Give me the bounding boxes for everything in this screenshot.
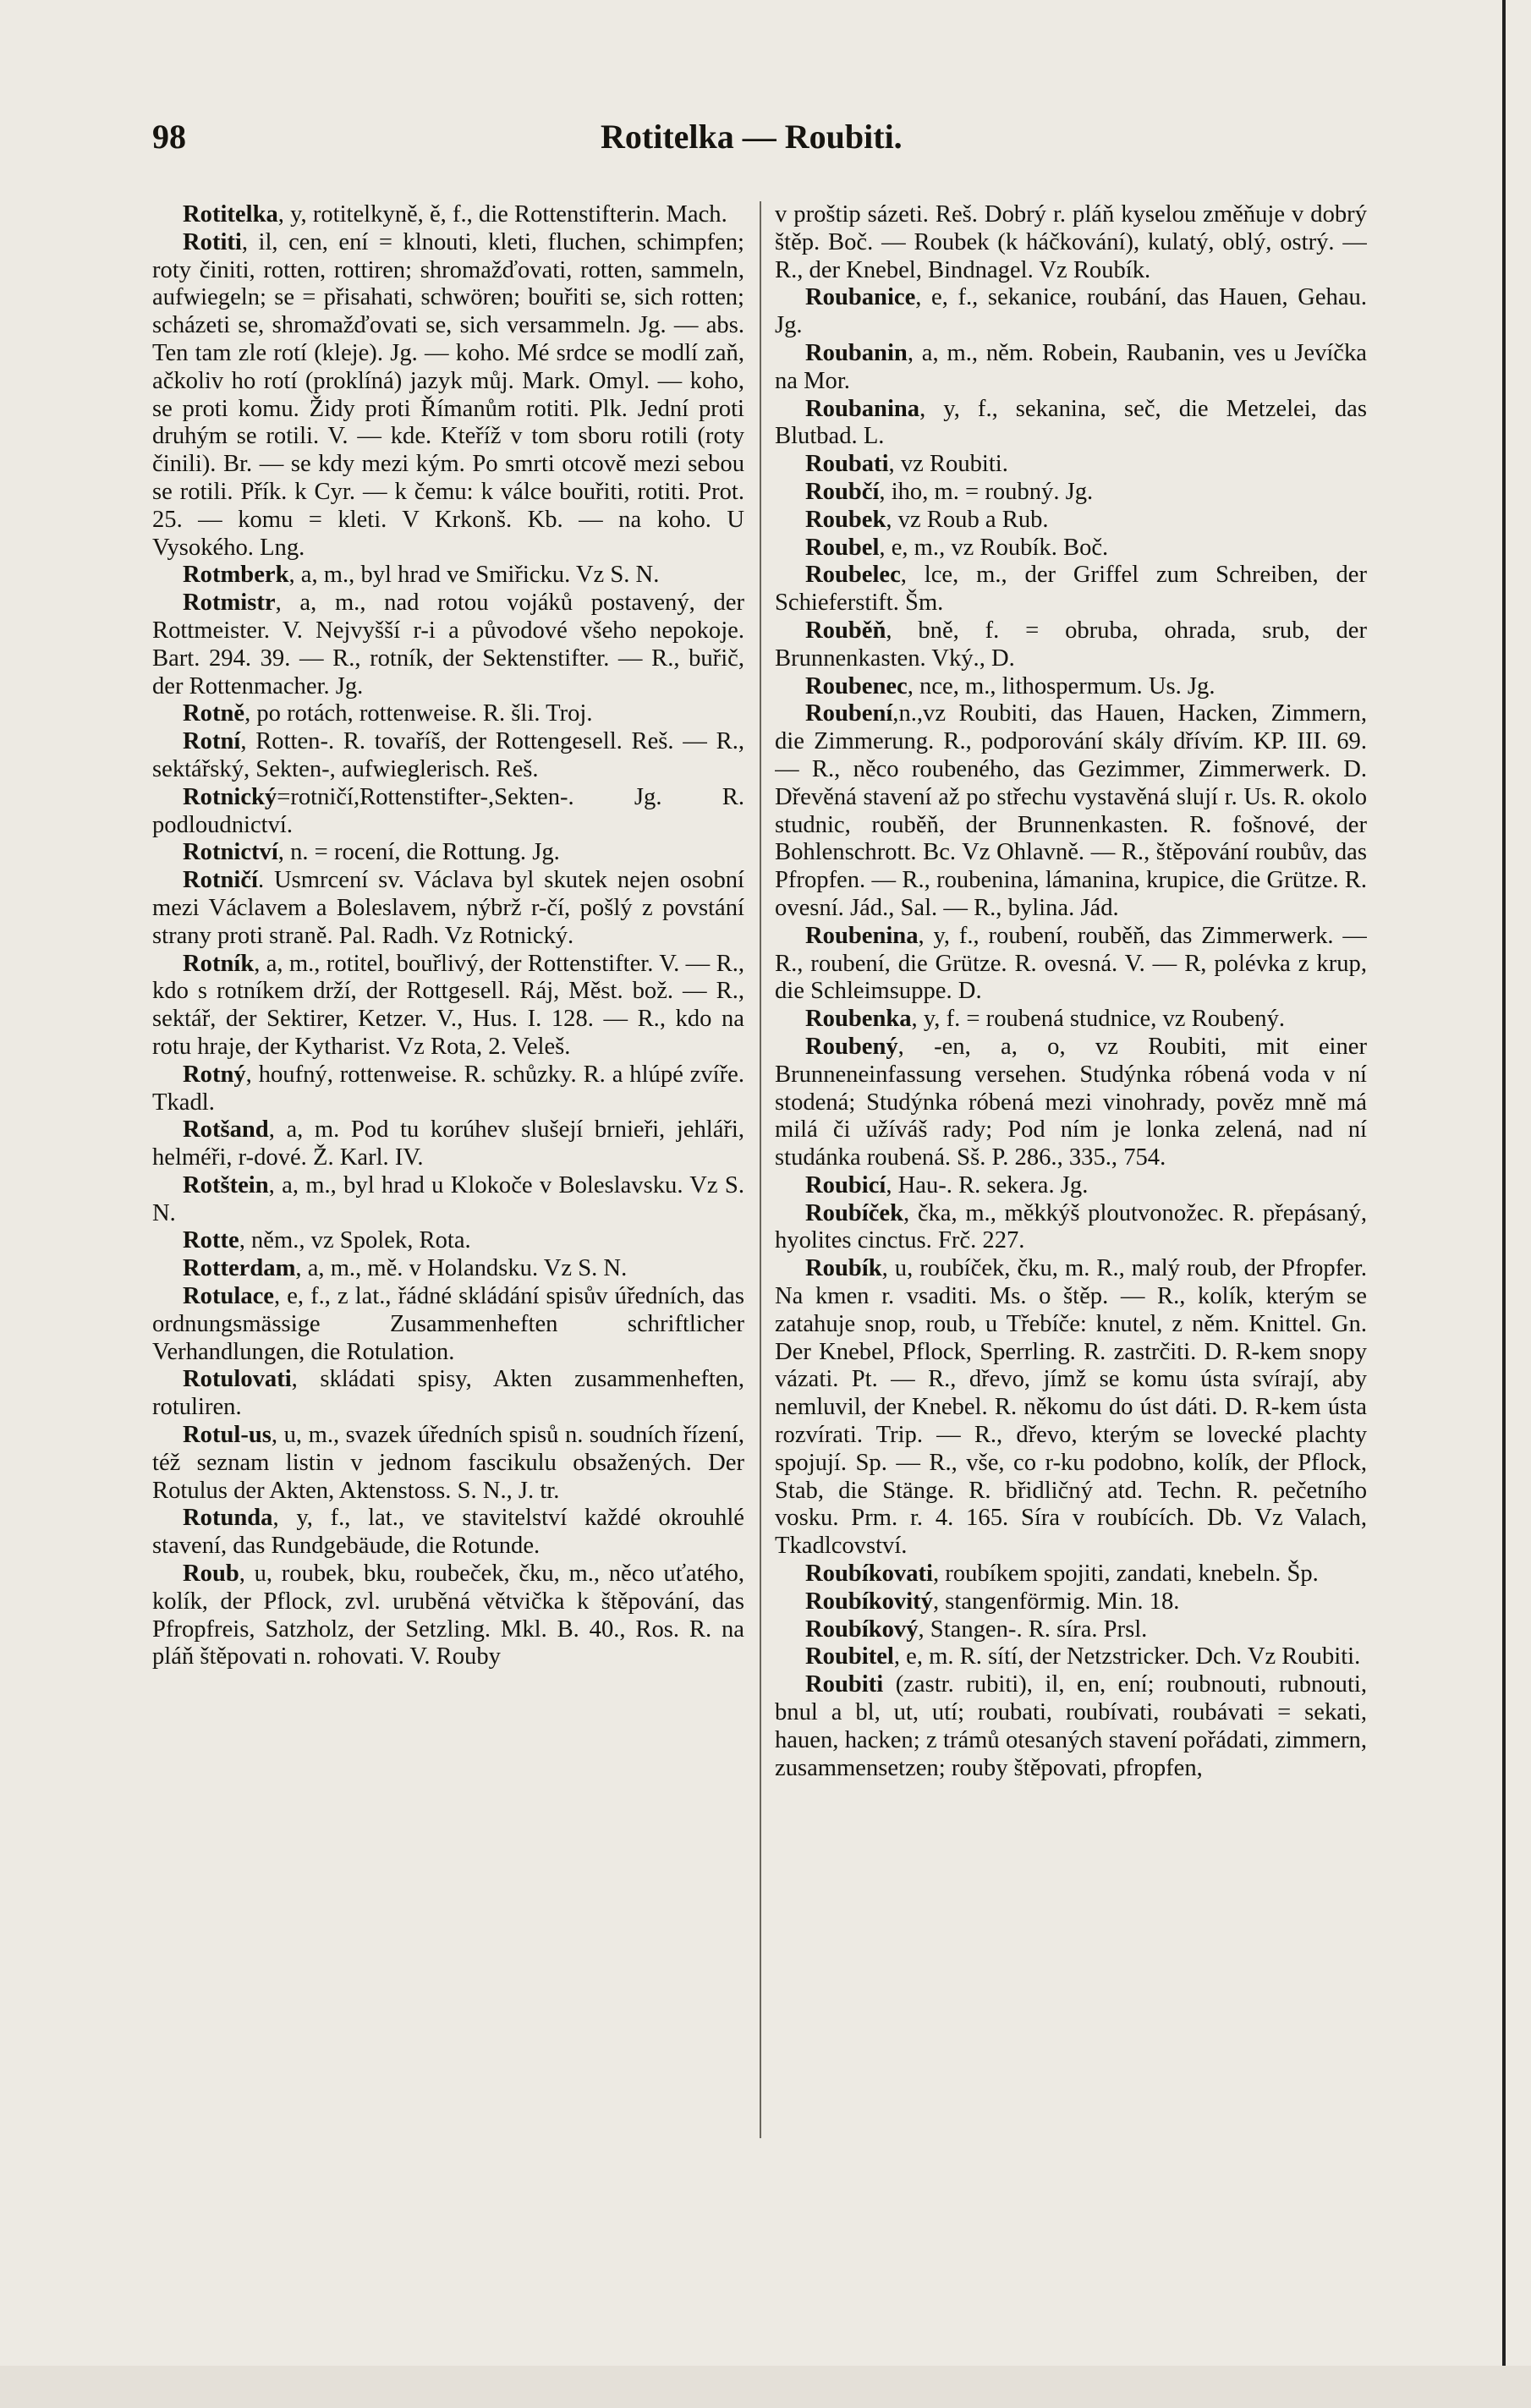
entry-headword: Rotulovati bbox=[183, 1366, 292, 1393]
entry-text: , a, m., byl hrad ve Smiřicku. Vz S. N. bbox=[288, 562, 660, 589]
entry-text: , u, roubek, bku, roubeček, čku, m., něco uťatého, kolík, der Pflock, zvl. uruběná větvička k štěpování, das Pfropfreis, Satzholz, der Setzling. Mkl. B. 40., Ros. R. na pláň štěpovati n. rohovati. V. Rouby bbox=[152, 1561, 744, 1670]
entry-headword: Roubanice bbox=[805, 284, 916, 311]
dictionary-entry bbox=[775, 1588, 1367, 1616]
entry-text: , u, roubíček, čku, m. R., malý roub, der Pfropfer. Na kmen r. vsaditi. Ms. o štěp. — R., kolík, kterým se zatahuje snop, roub, u Třebíče: knutel, z něm. Knittel. Gn. Der Knebel, Pflock, Sperrling. R. zastrčiti. D. R-kem snopy vázati. Pt. — R., dřevo, jímž se komu ústa svírají, aby nemluvil, der Knebel. R. někomu do úst dáti. D. R-kem ústa rozvírati. Trip. — R., dřevo, kterým se lovecké plachty spojují. Sp. — R., vše, co r-ku podobno, kolík, der Pflock, Stab, die Stänge. R. břidličný atd. Techn. R. pečetního vosku. Prm. r. 4. 165. Síra v roubících. Db. Vz Valach, Tkadlcovství. bbox=[775, 1255, 1367, 1560]
entry-headword: Rotitelka bbox=[183, 201, 278, 228]
entry-text: , y, f., lat., ve stavitelství každé okrouhlé stavení, das Rundgebäude, die Rotunde. bbox=[152, 1505, 744, 1560]
entry-headword: Rotmberk bbox=[183, 562, 289, 589]
dictionary-entry bbox=[152, 784, 744, 840]
entry-text: , y, f. = roubená studnice, vz Roubený. bbox=[911, 1006, 1286, 1033]
entry-headword: Rotný bbox=[183, 1061, 246, 1088]
dictionary-entry bbox=[152, 1561, 744, 1671]
entry-text: , a, m., mě. v Holandsku. Vz S. N. bbox=[295, 1255, 628, 1282]
entry-headword: Roubíkový bbox=[805, 1615, 919, 1643]
entry-headword: Rotul-us bbox=[183, 1422, 272, 1449]
dictionary-entry bbox=[152, 867, 744, 950]
dictionary-entry bbox=[152, 1061, 744, 1117]
entry-headword: Rotničí bbox=[183, 867, 258, 894]
entry-headword: Rotně bbox=[183, 700, 245, 727]
entry-headword: Roubíkovitý bbox=[805, 1588, 933, 1615]
entry-text: , il, cen, ení = klnouti, kleti, fluchen, schimpfen; roty činiti, rotten, rottiren; shromažďovati, rotten, sammeln, aufwiegeln; se = přisahati, schwören; bouřiti se, sich rotten; scházeti se, shromažďovati se, sich versammeln. Jg. — abs. Ten tam zle rotí (kleje). Jg. — koho. Mé srdce se modlí zaň, ačkoliv ho rotí (proklíná) jazyk můj. Mark. Omyl. — koho, se proti komu. Židy proti Římanům rotiti. Plk. Jední proti druhým se rotili. V. — kde. Kteříž v tom sboru rotili (roty činili). Br. — se kdy mezi kým. Po smrti otcově mezi sebou se rotili. Přík. k Cyr. — k čemu: k válce bouřiti, rotiti. Prot. 25. — komu = kleti. V Krkonš. Kb. — na koho. U Vysokého. Lng. bbox=[152, 228, 744, 561]
entry-text: , y, f., roubení, rouběň, das Zimmerwerk. — R., roubení, die Grütze. R. ovesná. V. — R, polévka z krup, die Schleimsuppe. D. bbox=[775, 922, 1367, 1005]
entry-text: , -en, a, o, vz Roubiti, mit einer Brunneneinfassung versehen. Studýnka róbená voda v ní stodená; Studýnka róbená mezi vinohrady, pověz mně má milá či užíváš rady; Pod ním je lonka zelená, nad ní studánka roubená. Sš. P. 286., 335., 754. bbox=[775, 1033, 1367, 1171]
dictionary-entry bbox=[152, 1172, 744, 1228]
page-edge-line bbox=[1502, 0, 1506, 2408]
entry-text: , a, m., něm. Robein, Raubanin, ves u Jevíčka na Mor. bbox=[775, 339, 1367, 394]
entry-headword: Roubený bbox=[805, 1033, 898, 1060]
entry-headword: Roubenka bbox=[805, 1006, 912, 1033]
dictionary-entry bbox=[775, 1561, 1367, 1588]
entry-headword: Rotmistr bbox=[183, 590, 276, 617]
entry-headword: Roubčí bbox=[805, 478, 880, 505]
entry-headword: Rouběň bbox=[805, 617, 886, 644]
dictionary-entry bbox=[152, 951, 744, 1061]
entry-headword: Roubík bbox=[805, 1255, 882, 1282]
entry-text: (zastr. rubiti), il, en, ení; roubnouti, rubnouti, bnul a bl, ut, utí; roubati, roubívati, roubávati = sekati, hauen, hacken; z trámů otesaných stavení pořádati, zimmern, zusammensetzen; rouby štěpovati, pfropfen, bbox=[775, 1671, 1367, 1781]
entry-headword: Roubanin bbox=[805, 339, 908, 366]
entry-text: , a, m., nad rotou vojáků postavený, der Rottmeister. V. Nejvyšší r-i a původové všeho nepokoje. Bart. 294. 39. — R., rotník, der Sektenstifter. — R., buřič, der Rottenmacher. Jg. bbox=[152, 590, 744, 699]
dictionary-entry bbox=[775, 284, 1367, 340]
entry-text: , a, m. Pod tu korúhev slušejí brnieři, jehláři, helméři, r-dové. Ž. Karl. IV. bbox=[152, 1116, 744, 1171]
entry-text: , Rotten-. R. tovaříš, der Rottengesell. Reš. — R., sektářský, Sekten-, aufwieglerisch. Reš. bbox=[152, 728, 744, 782]
entry-headword: Rotnický bbox=[183, 783, 277, 810]
entry-headword: Rotšand bbox=[183, 1116, 269, 1144]
entry-text: , Stangen-. R. síra. Prsl. bbox=[918, 1615, 1148, 1643]
dictionary-entry bbox=[775, 201, 1367, 284]
entry-text: , a, m., rotitel, bouřlivý, der Rottenstifter. V. — R., kdo s rotníkem drží, der Rottgesell. Ráj, Měst. bož. — R., sektář, der Sektirer, Ketzer. V., Hus. I. 128. — R., kdo na rotu hraje, der Kytharist. Vz Rota, 2. Veleš. bbox=[152, 950, 744, 1060]
entry-text: , něm., vz Spolek, Rota. bbox=[239, 1227, 471, 1254]
entry-text: , stangenförmig. Min. 18. bbox=[932, 1588, 1180, 1615]
entry-text: , roubíkem spojiti, zandati, knebeln. Šp. bbox=[932, 1561, 1319, 1588]
entry-headword: Rotník bbox=[183, 950, 255, 977]
entry-headword: Rotní bbox=[183, 728, 241, 755]
entry-text: ,n.,vz Roubiti, das Hauen, Hacken, Zimmern, die Zimmerung. R., podporování skály dřívím. KP. III. 69. — R., něco roubeného, das Gezimmer, Zimmerwerk. D. Dřevěná stavení až po střechu vystavěná slují r. Us. R. okolo studnic, rouběň, der Brunnenkasten. R. fošnové, der Bohlenschrott. Bc. Vz Ohlavně. — R., štěpování roubův, das Pfropfen. — R., roubenina, lámanina, krupice, die Grütze. R. ovesní. Jád., Sal. — R., bylina. Jád. bbox=[775, 700, 1367, 921]
entry-text: , n. = rocení, die Rottung. Jg. bbox=[277, 839, 560, 866]
entry-text: , skládati spisy, Akten zusammenheften, rotuliren. bbox=[152, 1366, 744, 1421]
entry-headword: Roubati bbox=[805, 451, 889, 478]
entry-headword: Roubanina bbox=[805, 395, 920, 422]
dictionary-entry bbox=[775, 396, 1367, 452]
entry-headword: Roubicí bbox=[805, 1171, 886, 1199]
entry-text: , a, m., byl hrad u Klokoče v Boleslavsku. Vz S. N. bbox=[152, 1171, 744, 1226]
entry-headword: Roubiti bbox=[805, 1671, 884, 1698]
entry-headword: Roubení bbox=[805, 700, 893, 727]
dictionary-entry bbox=[152, 1283, 744, 1366]
dictionary-entry bbox=[775, 617, 1367, 673]
entry-headword: Roubíček bbox=[805, 1199, 903, 1226]
dictionary-entry bbox=[775, 1643, 1367, 1671]
entry-text: , vz Roub a Rub. bbox=[886, 506, 1049, 533]
entry-headword: Roub bbox=[183, 1561, 239, 1588]
entry-headword: Roubenina bbox=[805, 922, 919, 949]
entry-headword: Rotunda bbox=[183, 1505, 273, 1532]
running-head: Rotitelka — Roubiti. bbox=[601, 118, 903, 156]
entry-headword: Roubíkovati bbox=[805, 1561, 933, 1588]
dictionary-entry bbox=[152, 562, 744, 590]
entry-text: =rotničí,Rottenstifter-,Sekten-. Jg. R. podloudnictví. bbox=[152, 783, 744, 838]
entry-text: , e, m. R. sítí, der Netzstricker. Dch. Vz Roubiti. bbox=[893, 1643, 1361, 1670]
entry-text: , e, f., sekanice, roubání, das Hauen, Gehau. Jg. bbox=[775, 284, 1367, 339]
dictionary-entry bbox=[152, 1116, 744, 1172]
entry-headword: Rotte bbox=[183, 1227, 239, 1254]
dictionary-entry bbox=[775, 1200, 1367, 1256]
entry-headword: Roubek bbox=[805, 506, 886, 533]
entry-headword: Roubenec bbox=[805, 672, 908, 699]
entry-text: , vz Roubiti. bbox=[888, 451, 1008, 478]
dictionary-entry bbox=[152, 700, 744, 728]
dictionary-entry bbox=[152, 839, 744, 867]
right-column bbox=[775, 201, 1367, 2367]
dictionary-entry bbox=[775, 1255, 1367, 1561]
dictionary-entry bbox=[775, 1172, 1367, 1200]
dictionary-entry bbox=[775, 535, 1367, 562]
entry-headword: Roubelec bbox=[805, 562, 901, 589]
entry-text: , čka, m., měkkýš ploutvonožec. R. přepásaný, hyolites cinctus. Frč. 227. bbox=[775, 1199, 1367, 1254]
dictionary-entry bbox=[152, 201, 744, 229]
entry-text: , u, m., svazek úředních spisů n. soudních řízení, též seznam listin v jednom fascikulu obsažených. Der Rotulus der Akten, Aktenstoss. S. N., J. tr. bbox=[152, 1422, 744, 1504]
dictionary-entry bbox=[775, 700, 1367, 922]
entry-text: , e, m., vz Roubík. Boč. bbox=[879, 534, 1109, 561]
entry-headword: Rotterdam bbox=[183, 1255, 296, 1282]
dictionary-entry bbox=[775, 562, 1367, 617]
dictionary-entry bbox=[775, 1006, 1367, 1034]
entry-text: , y, rotitelkyně, ě, f., die Rottenstifterin. Mach. bbox=[277, 201, 727, 228]
entry-text: . Usmrcení sv. Václava byl skutek nejen osobní mezi Václavem a Boleslavem, nýbrž r-čí, pošlý z povstání strany proti straně. Pal. Radh. Vz Rotnický. bbox=[152, 867, 744, 949]
dictionary-entry bbox=[152, 229, 744, 562]
entry-text: , e, f., z lat., řádné skládání spisův úředních, das ordnungsmässige Zusammenheften schriftlicher Verhandlungen, die Rotulation. bbox=[152, 1283, 744, 1365]
left-column bbox=[152, 201, 744, 2367]
bottom-margin bbox=[0, 2366, 1531, 2408]
dictionary-entry bbox=[775, 451, 1367, 479]
dictionary-entry bbox=[152, 1422, 744, 1505]
dictionary-entry bbox=[775, 479, 1367, 507]
dictionary-entry bbox=[152, 1366, 744, 1422]
dictionary-entry bbox=[775, 340, 1367, 396]
entry-headword: Rotiti bbox=[183, 228, 242, 255]
entry-text: , Hau-. R. sekera. Jg. bbox=[886, 1171, 1089, 1199]
entry-headword: Rotnictví bbox=[183, 839, 278, 866]
entry-text: , iho, m. = roubný. Jg. bbox=[879, 478, 1094, 505]
dictionary-entry bbox=[152, 1255, 744, 1283]
column-rule bbox=[760, 201, 761, 2138]
page-number: 98 bbox=[152, 118, 186, 156]
dictionary-entry bbox=[775, 507, 1367, 535]
dictionary-entry bbox=[775, 923, 1367, 1006]
entry-headword: Rotštein bbox=[183, 1171, 269, 1199]
entry-text: , lce, m., der Griffel zum Schreiben, der Schieferstift. Šm. bbox=[775, 562, 1367, 617]
dictionary-entry bbox=[152, 1227, 744, 1255]
dictionary-entry bbox=[152, 728, 744, 784]
entry-text: , y, f., sekanina, seč, die Metzelei, das Blutbad. L. bbox=[775, 395, 1367, 450]
entry-text: , nce, m., lithospermum. Us. Jg. bbox=[907, 672, 1215, 699]
entry-text: v proštip sázeti. Reš. Dobrý r. pláň kyselou změňuje v dobrý štěp. Boč. — Roubek (k háčkování), kulatý, oblý, ostrý. — R., der Knebel, Bindnagel. Vz Roubík. bbox=[775, 201, 1367, 283]
dictionary-entry bbox=[152, 1505, 744, 1561]
entry-text: , bně, f. = obruba, ohrada, srub, der Brunnenkasten. Vký., D. bbox=[775, 617, 1367, 672]
entry-text: , houfný, rottenweise. R. schůzky. R. a hlúpé zvíře. Tkadl. bbox=[152, 1061, 744, 1116]
entry-headword: Rotulace bbox=[183, 1283, 274, 1310]
dictionary-entry bbox=[775, 1034, 1367, 1172]
dictionary-entry bbox=[775, 1671, 1367, 1782]
page-header bbox=[152, 117, 1370, 159]
entry-text: , po rotách, rottenweise. R. šli. Troj. bbox=[244, 700, 593, 727]
dictionary-entry bbox=[775, 1616, 1367, 1644]
entry-headword: Roubel bbox=[805, 534, 880, 561]
dictionary-entry bbox=[152, 590, 744, 700]
dictionary-entry bbox=[775, 673, 1367, 701]
entry-headword: Roubitel bbox=[805, 1643, 894, 1670]
